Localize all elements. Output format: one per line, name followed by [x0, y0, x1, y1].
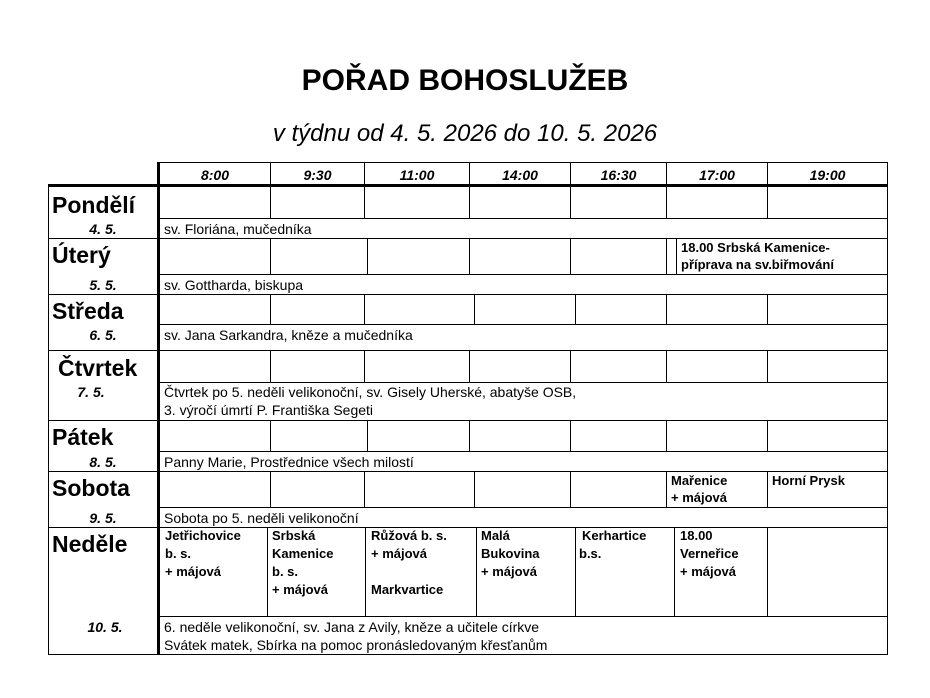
cell-line: [674, 527, 675, 616]
cell-line: [575, 294, 576, 324]
event-nedele-1630-line2: b.s.: [579, 546, 602, 561]
cell-line: [367, 420, 368, 451]
time-header-1700: 17:00: [699, 167, 735, 183]
day-note-nedele-line1: 6. neděle velikonoční, sv. Jana z Avily, kněze a učitele církve: [164, 619, 540, 635]
cell-line: [767, 471, 768, 507]
cell-line: [575, 527, 576, 616]
row-line: [160, 507, 888, 508]
cell-line: [469, 350, 470, 382]
day-note-sobota: Sobota po 5. neděli velikonoční: [164, 510, 359, 526]
cell-line: [570, 420, 571, 451]
day-note-pondeli: sv. Floriána, mučedníka: [164, 221, 312, 237]
cell-line: [367, 238, 368, 274]
page-title: POŘAD BOHOSLUŽEB: [301, 64, 629, 97]
cell-line: [666, 294, 667, 324]
day-date-streda: 6. 5.: [89, 327, 117, 343]
event-nedele-1100-line2: + májová: [371, 546, 428, 561]
event-nedele-1700-line3: + májová: [680, 564, 737, 579]
event-nedele-1700-line2: Verneřice: [680, 546, 739, 561]
day-date-utery: 5. 5.: [89, 277, 117, 293]
cell-line: [270, 420, 271, 451]
cell-line: [270, 238, 271, 274]
day-name-sobota: Sobota: [52, 475, 130, 501]
row-line: [48, 471, 888, 472]
event-nedele-0930-line2: Kamenice: [272, 546, 334, 561]
row-line: [48, 420, 888, 421]
event-sobota-1700-line2: + májová: [671, 490, 728, 505]
cell-line: [570, 471, 571, 507]
row-line: [160, 324, 888, 325]
day-name-streda: Středa: [52, 298, 124, 324]
cell-line: [469, 238, 470, 274]
cell-line: [666, 471, 667, 507]
event-nedele-1700-line1: 18.00: [680, 528, 713, 543]
cell-line: [666, 238, 667, 274]
row-line: [160, 218, 888, 219]
day-note-streda: sv. Jana Sarkandra, kněze a mučedníka: [164, 327, 413, 343]
cell-line: [267, 527, 268, 616]
cell-line: [767, 186, 768, 218]
event-nedele-0800-line3: + májová: [165, 564, 222, 579]
cell-line: [666, 420, 667, 451]
day-date-nedele: 10. 5.: [87, 619, 123, 635]
day-name-utery: Úterý: [52, 242, 111, 268]
time-header-1630: 16:30: [600, 167, 637, 183]
day-date-patek: 8. 5.: [89, 454, 117, 470]
cell-line: [570, 350, 571, 382]
cell-line: [364, 186, 365, 218]
row-line: [48, 294, 888, 295]
cell-line: [767, 294, 768, 324]
day-note-patek: Panny Marie, Prostřednice všech milostí: [164, 454, 414, 470]
event-nedele-0800-line2: b. s.: [165, 546, 192, 561]
cell-line: [364, 350, 365, 382]
day-name-nedele: Neděle: [52, 531, 128, 557]
cell-line: [474, 471, 475, 507]
cell-line: [676, 238, 677, 274]
time-header-1400: 14:00: [502, 167, 538, 183]
cell-line: [474, 294, 475, 324]
page-subtitle: v týdnu od 4. 5. 2026 do 10. 5. 2026: [272, 120, 658, 147]
time-header-1100: 11:00: [399, 167, 435, 183]
day-note-utery: sv. Gottharda, biskupa: [164, 277, 304, 293]
day-name-patek: Pátek: [52, 424, 114, 450]
cell-line: [270, 186, 271, 218]
cell-line: [270, 471, 271, 507]
row-line: [160, 274, 888, 275]
day-date-pondeli: 4. 5.: [89, 221, 117, 237]
cell-line: [364, 471, 365, 507]
event-nedele-1100-line1: Růžová b. s.: [371, 528, 447, 543]
cell-line: [469, 420, 470, 451]
day-name-pondeli: Pondělí: [52, 192, 136, 218]
event-nedele-1100-line4: Markvartice: [371, 582, 444, 597]
day-date-sobota: 9. 5.: [89, 510, 117, 526]
event-utery-1700-line2: příprava na sv.biřmování: [681, 257, 834, 272]
event-sobota-1700-line1: Mařenice: [671, 473, 728, 488]
row-line: [48, 350, 888, 351]
day-note-ctvrtek-line1: Čtvrtek po 5. neděli velikonoční, sv. Gisely Uherské, abatyše OSB,: [164, 384, 577, 400]
event-nedele-1630-line1: Kerhartice: [582, 528, 647, 543]
cell-line: [767, 420, 768, 451]
event-nedele-0930-line4: + májová: [272, 582, 329, 597]
day-date-ctvrtek: 7. 5.: [77, 384, 105, 400]
time-header-1900: 19:00: [809, 167, 846, 183]
event-nedele-1400-line1: Malá: [481, 528, 510, 543]
cell-line: [469, 186, 470, 218]
cell-line: [570, 186, 571, 218]
cell-line: [767, 350, 768, 382]
cell-line: [270, 294, 271, 324]
time-header-0930: 9:30: [303, 167, 332, 183]
cell-line: [570, 238, 571, 274]
cell-line: [666, 350, 667, 382]
cell-line: [767, 527, 768, 616]
row-line: [160, 451, 888, 452]
event-nedele-0800-line1: Jetřichovice: [165, 528, 241, 543]
event-nedele-0930-line3: b. s.: [272, 564, 299, 579]
table-header-divider: [48, 184, 888, 187]
time-header-0800: 8:00: [200, 167, 230, 183]
event-nedele-1400-line2: Bukovina: [481, 546, 540, 561]
row-line: [160, 616, 888, 617]
cell-line: [364, 294, 365, 324]
cell-line: [365, 527, 366, 616]
day-name-ctvrtek: Čtvrtek: [58, 355, 138, 381]
event-nedele-0930-line1: Srbská: [272, 528, 316, 543]
event-sobota-1900: Horní Prysk: [772, 473, 845, 488]
day-note-ctvrtek-line2: 3. výročí úmrtí P. Františka Segeti: [164, 402, 374, 418]
table-right-border: [887, 162, 888, 655]
event-utery-1700-line1: 18.00 Srbská Kamenice-: [681, 240, 830, 255]
event-nedele-1400-line3: + májová: [481, 564, 538, 579]
cell-line: [666, 186, 667, 218]
cell-line: [476, 527, 477, 616]
cell-line: [270, 350, 271, 382]
table-bottom-border: [48, 654, 888, 655]
day-note-nedele-line2: Svátek matek, Sbírka na pomoc pronásledovaným křesťanům: [164, 637, 548, 653]
